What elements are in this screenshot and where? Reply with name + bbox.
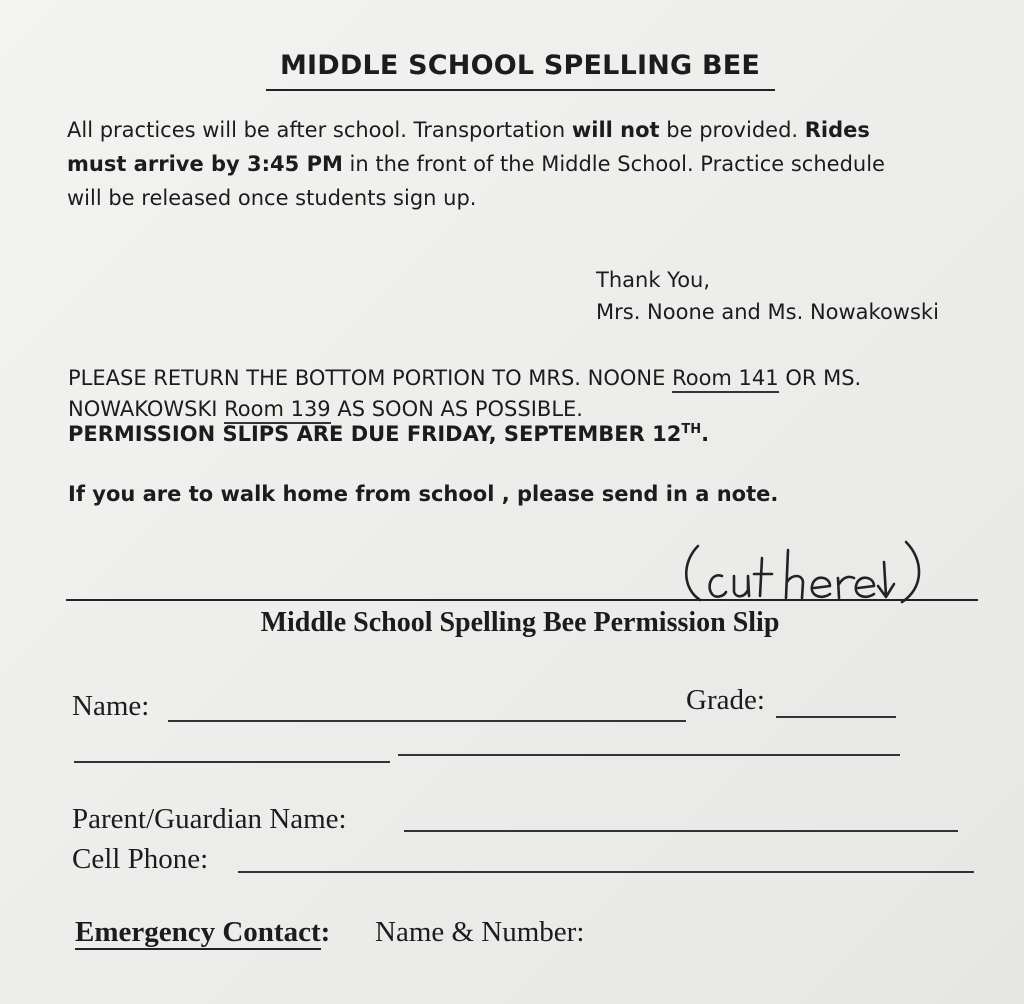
page-title <box>0 50 1024 81</box>
intro-text: All practices will be after school. Transportation <box>67 118 572 142</box>
return-text: AS SOON AS POSSIBLE. <box>330 397 583 421</box>
emergency-colon: : <box>320 916 331 948</box>
title-text: MIDDLE SCHOOL SPELLING BEE <box>279 50 761 81</box>
return-text: OR MS. <box>778 366 862 390</box>
return-line-2 <box>68 394 861 425</box>
signoff <box>596 264 939 328</box>
parent-guardian-label: Parent/Guardian Name: <box>72 803 347 835</box>
due-end: . <box>701 422 710 446</box>
cell-phone-label: Cell Phone: <box>72 843 209 875</box>
intro-line-2 <box>67 147 885 181</box>
cell-phone-line[interactable] <box>238 871 974 873</box>
slip-title: Middle School Spelling Bee Permission Slip <box>260 607 780 638</box>
intro-text: in the front of the Middle School. Practice schedule <box>342 152 885 176</box>
title-underline <box>266 89 775 91</box>
signoff-names: Mrs. Noone and Ms. Nowakowski <box>596 300 939 324</box>
return-text: NOWAKOWSKI <box>68 397 225 421</box>
grade-line[interactable] <box>776 716 896 718</box>
emergency-name-number: Name & Number: <box>375 916 585 948</box>
cut-line <box>66 599 978 601</box>
intro-text: be provided. <box>659 118 805 142</box>
name-line[interactable] <box>168 720 686 722</box>
cut-here-handwriting <box>678 536 938 606</box>
room-139: Room 139 <box>224 397 331 424</box>
room-141: Room 141 <box>672 366 779 393</box>
intro-line-1 <box>67 113 885 147</box>
intro-paragraph <box>67 113 885 215</box>
return-text: PLEASE RETURN THE BOTTOM PORTION TO MRS. NOONE <box>68 366 673 390</box>
grade-label: Grade: <box>686 684 765 716</box>
return-line-1 <box>68 363 861 394</box>
walk-home-notice: If you are to walk home from school , please send in a note. <box>68 482 779 506</box>
intro-bold-arrival: must arrive by 3:45 PM <box>67 152 343 176</box>
due-text: PERMISSION SLIPS ARE DUE FRIDAY, SEPTEMBER 12 <box>68 422 682 446</box>
intro-line-3: will be released once students sign up. <box>67 186 477 210</box>
signoff-thanks: Thank You, <box>596 268 711 292</box>
emergency-contact-heading: Emergency Contact <box>75 916 321 948</box>
parent-guardian-line[interactable] <box>404 830 958 832</box>
name-label: Name: <box>72 690 150 722</box>
emergency-contact-label <box>75 916 330 949</box>
return-instructions <box>68 363 861 425</box>
intro-bold-will-not: will not <box>571 118 660 142</box>
blank-line-2[interactable] <box>398 754 900 756</box>
intro-bold-rides: Rides <box>804 118 870 142</box>
blank-line-1[interactable] <box>74 761 390 763</box>
due-date-notice <box>68 422 709 446</box>
due-suffix: TH <box>681 422 702 437</box>
